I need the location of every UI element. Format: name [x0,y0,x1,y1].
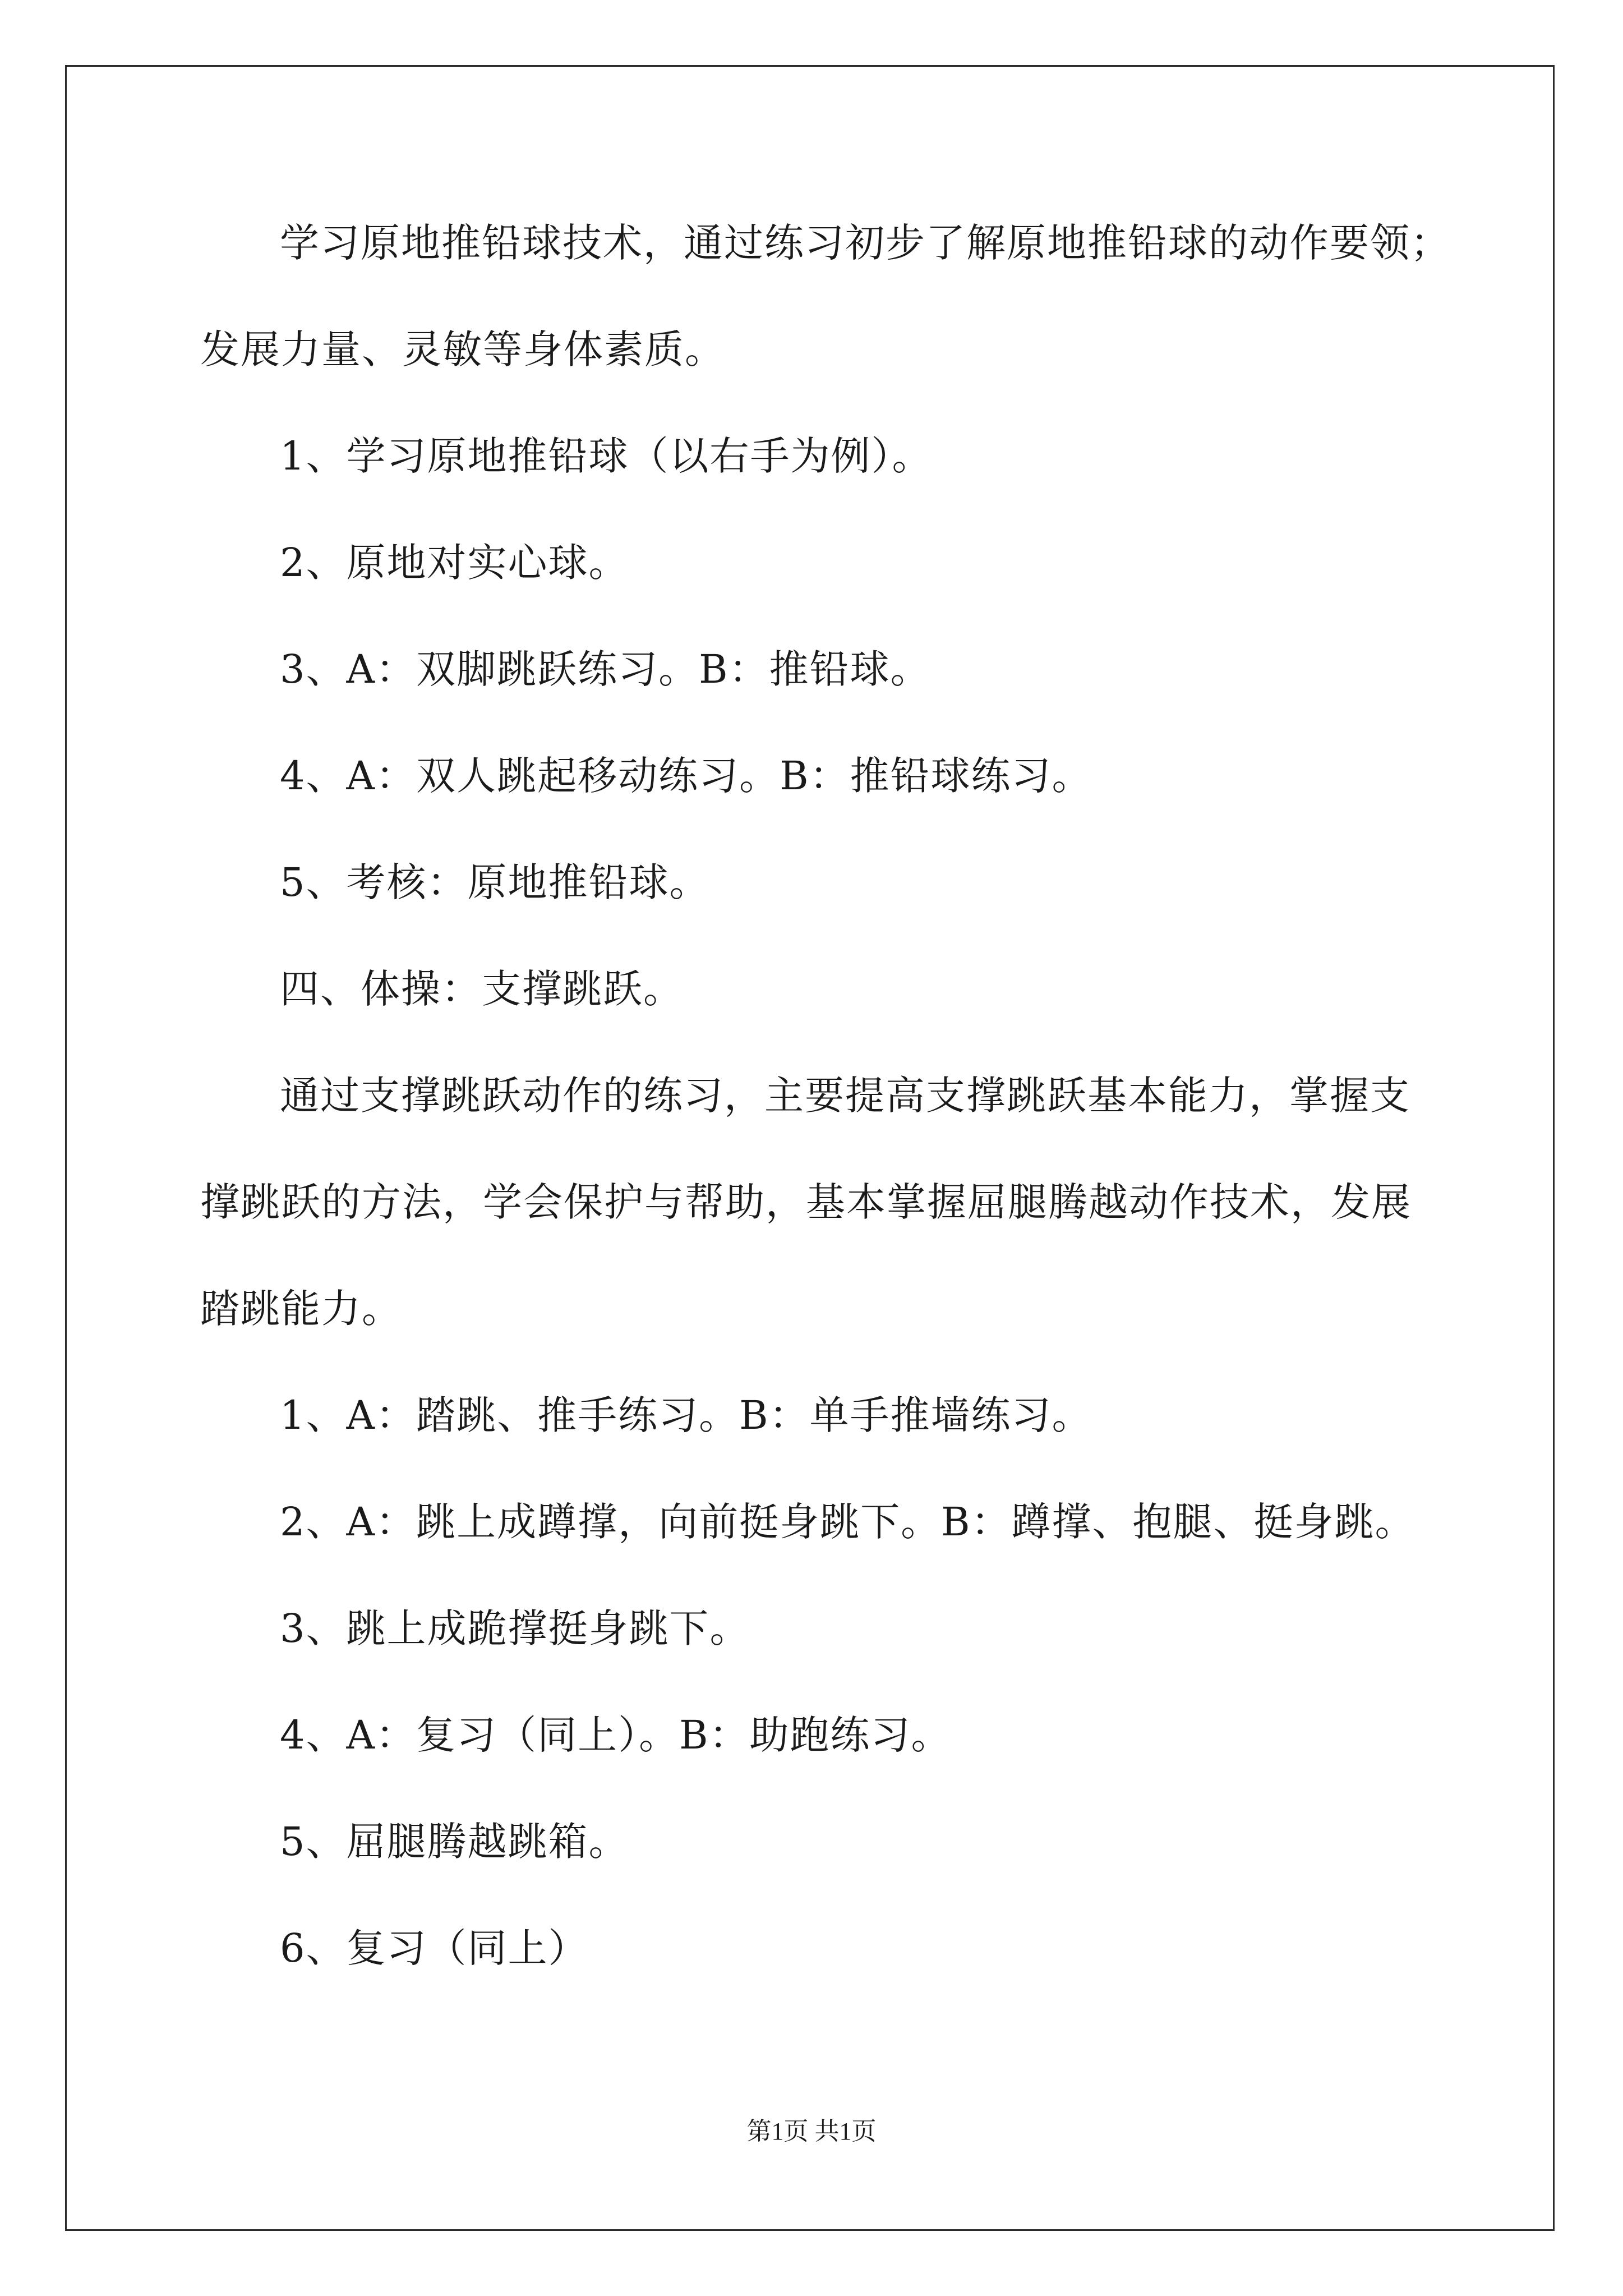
section-heading: 四、体操：支撑跳跃。 [280,966,684,1012]
list-item: 1、学习原地推铅球（以右手为例）。 [280,433,933,479]
list-item: 6、复习（同上） [280,1925,589,1971]
page-border [65,65,1555,2231]
page-footer: 第1页 共1页 [746,2118,877,2145]
list-item: 2、原地对实心球。 [280,540,629,586]
paragraph-line: 学习原地推铅球技术，通过练习初步了解原地推铅球的动作要领； [280,220,1451,266]
paragraph-line: 撑跳跃的方法，学会保护与帮助，基本掌握屈腿腾越动作技术，发展 [200,1179,1412,1225]
paragraph-line: 发展力量、灵敏等身体素质。 [200,326,725,372]
list-item: 1、A：踏跳、推手练习。B：单手推墙练习。 [280,1392,1092,1438]
paragraph-line: 踏跳能力。 [200,1286,402,1332]
list-item: 4、A：双人跳起移动练习。B：推铅球练习。 [280,753,1092,799]
list-item: 4、A：复习（同上）。B：助跑练习。 [280,1712,952,1758]
list-item: 5、考核：原地推铅球。 [280,859,710,905]
list-item: 3、A：双脚跳跃练习。B：推铅球。 [280,646,931,692]
list-item: 3、跳上成跪撑挺身跳下。 [280,1605,750,1651]
paragraph-line: 通过支撑跳跃动作的练习，主要提高支撑跳跃基本能力，掌握支 [280,1073,1410,1119]
list-item: 2、A：跳上成蹲撑，向前挺身跳下。B：蹲撑、抱腿、挺身跳。 [280,1499,1415,1545]
list-item: 5、屈腿腾越跳箱。 [280,1819,629,1865]
